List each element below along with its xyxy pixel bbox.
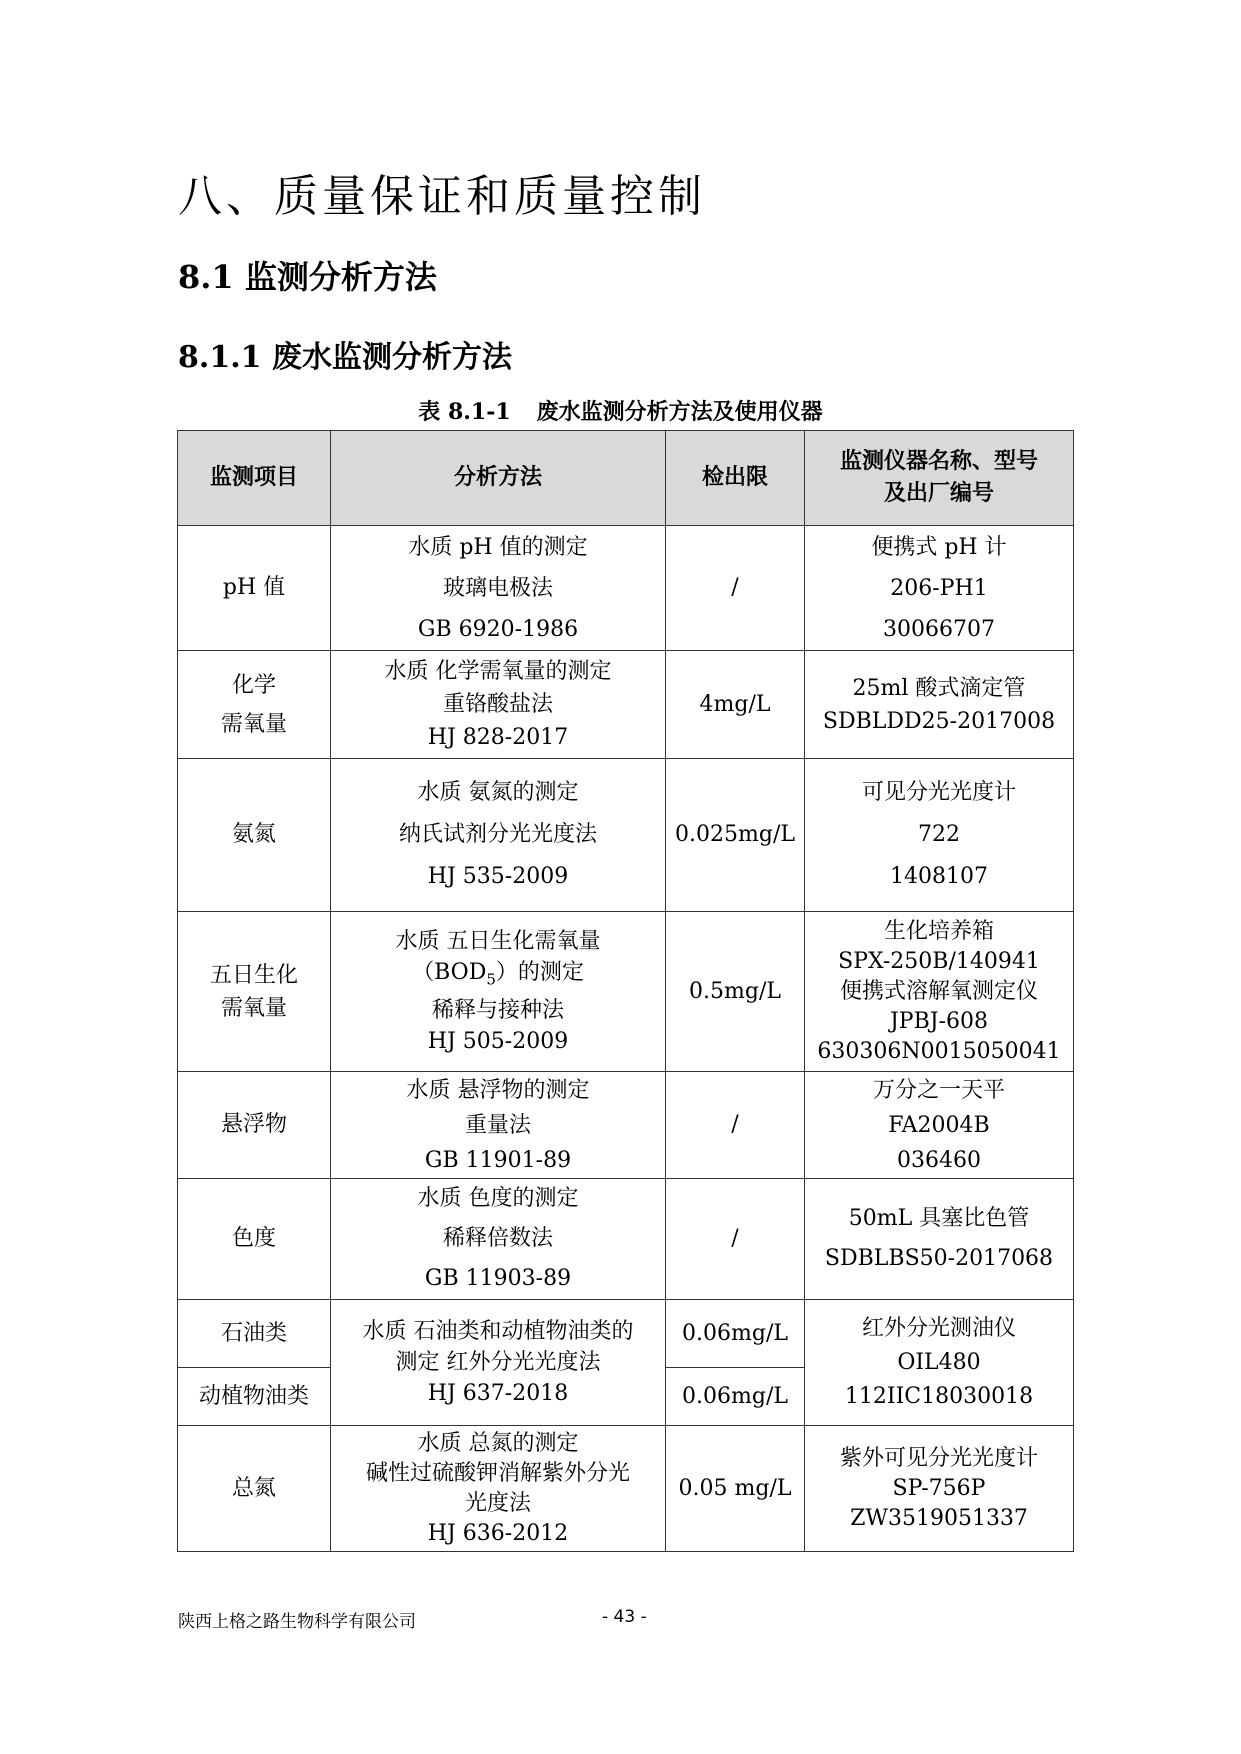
header-method: 分析方法 — [331, 431, 666, 526]
cell-limit: 0.05 mg/L — [666, 1426, 805, 1552]
cell-line: 112IIC18030018 — [844, 1383, 1034, 1409]
cell-line: 万分之一天平 — [872, 1077, 1005, 1103]
cell-instrument — [805, 651, 1074, 759]
cell-line: HJ 505-2009 — [427, 1029, 569, 1055]
cell-line: 测定 红外分光光度法 — [395, 1350, 601, 1375]
cell-line: 需氧量 — [220, 711, 287, 737]
cell-line: 氨氮 — [231, 822, 276, 848]
cell-line: 色度 — [231, 1226, 276, 1252]
cell-line: 纳氏试剂分光光度法 — [398, 822, 597, 847]
cell-limit: / — [666, 526, 805, 651]
cell-line: HJ 636-2012 — [427, 1520, 569, 1546]
cell-line: 水质 悬浮物的测定 — [406, 1077, 590, 1103]
cell-item — [178, 651, 331, 759]
cell-line: 便携式 pH 计 — [871, 534, 1007, 560]
table-row — [178, 1072, 1074, 1179]
cell-item — [178, 759, 331, 912]
cell-line: 玻璃电极法 — [442, 575, 553, 601]
table-row — [178, 1179, 1074, 1300]
cell-line: HJ 637-2018 — [427, 1381, 569, 1406]
cell-line: SPX-250B/140941 — [838, 948, 1040, 974]
cell-line: 水质 化学需氧量的测定 — [384, 659, 612, 684]
cell-limit: 4mg/L — [666, 651, 805, 759]
cell-limit: / — [666, 1072, 805, 1179]
footer-divider — [178, 1598, 1073, 1599]
cell-limit: / — [666, 1179, 805, 1300]
cell-line: 水质 五日生化需氧量 — [395, 928, 601, 954]
table-caption — [0, 395, 1241, 426]
cell-item: 石油类 — [178, 1300, 331, 1368]
cell-line: 重铬酸盐法 — [442, 692, 553, 717]
cell-item — [178, 526, 331, 651]
header-instrument — [805, 431, 1074, 526]
cell-method — [331, 1300, 666, 1426]
cell-method — [331, 1426, 666, 1552]
cell-instrument — [805, 912, 1074, 1072]
cell-line: 30066707 — [883, 616, 995, 642]
cell-line: 化学 — [231, 672, 276, 698]
cell-line: 1408107 — [890, 864, 988, 889]
cell-line: 重量法 — [464, 1112, 531, 1138]
cell-limit: 0.06mg/L — [666, 1300, 805, 1368]
table-header-row — [178, 431, 1074, 526]
cell-line: SDBLDD25-2017008 — [822, 708, 1056, 734]
cell-line: ZW3519051337 — [850, 1505, 1028, 1531]
cell-item: 动植物油类 — [178, 1368, 331, 1426]
header-limit: 检出限 — [666, 431, 805, 526]
bod-text: ）的测定 — [495, 959, 584, 985]
cell-line: pH 值 — [222, 575, 286, 601]
cell-instrument — [805, 759, 1074, 912]
cell-line: 便携式溶解氧测定仪 — [839, 978, 1038, 1004]
cell-line: 036460 — [897, 1147, 981, 1173]
cell-line: 630306N0015050041 — [817, 1038, 1061, 1064]
cell-line: JPBJ-608 — [889, 1008, 989, 1034]
chapter-heading: 八、质量保证和质量控制 — [178, 171, 706, 222]
cell-instrument — [805, 1072, 1074, 1179]
table-caption-number: 表 8.1-1 — [418, 399, 511, 425]
table-row — [178, 1300, 1074, 1368]
footer-company: 陕西上格之路生物科学有限公司 — [178, 1612, 416, 1632]
cell-method — [331, 1179, 666, 1300]
header-instrument-line: 及出厂编号 — [883, 480, 994, 506]
cell-method — [331, 526, 666, 651]
cell-line: FA2004B — [888, 1112, 990, 1138]
cell-line: GB 11903-89 — [424, 1266, 572, 1291]
cell-line: 水质 总氮的测定 — [417, 1430, 579, 1456]
cell-line: 25ml 酸式滴定管 — [852, 675, 1026, 701]
cell-item — [178, 912, 331, 1072]
cell-line: 紫外可见分光光度计 — [839, 1445, 1038, 1471]
cell-line: 水质 石油类和动植物油类的 — [362, 1319, 634, 1344]
cell-line: GB 11901-89 — [424, 1147, 572, 1173]
cell-line: 稀释倍数法 — [442, 1226, 553, 1251]
table-row — [178, 651, 1074, 759]
cell-line: 五日生化 — [209, 962, 298, 988]
cell-line: 可见分光光度计 — [861, 780, 1016, 805]
cell-line: 碱性过硫酸钾消解紫外分光 — [365, 1460, 630, 1486]
cell-method — [331, 759, 666, 912]
cell-limit: 0.5mg/L — [666, 912, 805, 1072]
cell-line: 需氧量 — [220, 995, 287, 1021]
cell-line: 悬浮物 — [220, 1112, 287, 1138]
cell-line: 水质 色度的测定 — [417, 1186, 579, 1211]
cell-line: HJ 535-2009 — [427, 864, 569, 889]
cell-instrument — [805, 1426, 1074, 1552]
cell-instrument — [805, 526, 1074, 651]
cell-line: 722 — [918, 822, 960, 847]
cell-line: HJ 828-2017 — [427, 725, 569, 750]
header-instrument-line: 监测仪器名称、型号 — [839, 448, 1038, 475]
table-row — [178, 1426, 1074, 1552]
cell-method — [331, 912, 666, 1072]
cell-method — [331, 651, 666, 759]
cell-item — [178, 1426, 331, 1552]
cell-item — [178, 1072, 331, 1179]
cell-line: 光度法 — [464, 1490, 531, 1516]
section-heading: 8.1 监测分析方法 — [178, 258, 437, 296]
cell-line — [335, 957, 661, 995]
bod-subscript: 5 — [486, 970, 496, 989]
cell-line: SDBLBS50-2017068 — [824, 1246, 1054, 1271]
cell-method — [331, 1072, 666, 1179]
cell-line: GB 6920-1986 — [417, 616, 579, 642]
cell-instrument — [805, 1300, 1074, 1426]
subsection-heading: 8.1.1 废水监测分析方法 — [178, 340, 512, 375]
cell-line: SP-756P — [892, 1475, 986, 1501]
table-row — [178, 912, 1074, 1072]
cell-line: OIL480 — [897, 1349, 981, 1375]
bod-text: （BOD — [412, 959, 487, 985]
cell-line: 206-PH1 — [890, 575, 988, 601]
cell-limit: 0.025mg/L — [666, 759, 805, 912]
cell-line: 稀释与接种法 — [431, 998, 564, 1024]
cell-instrument — [805, 1179, 1074, 1300]
cell-item — [178, 1179, 331, 1300]
table-row — [178, 526, 1074, 651]
cell-line: 生化培养箱 — [883, 918, 994, 944]
cell-line: 水质 氨氮的测定 — [417, 780, 579, 805]
table-row — [178, 759, 1074, 912]
cell-line: 50mL 具塞比色管 — [848, 1206, 1030, 1231]
cell-line: 红外分光测油仪 — [861, 1315, 1016, 1341]
table-caption-title: 废水监测分析方法及使用仪器 — [536, 399, 823, 425]
header-item: 监测项目 — [178, 431, 331, 526]
cell-line: 水质 pH 值的测定 — [408, 534, 588, 560]
cell-limit: 0.06mg/L — [666, 1368, 805, 1426]
cell-line: 总氮 — [231, 1475, 276, 1501]
monitoring-methods-table — [177, 430, 1074, 1552]
page-number: - 43 - — [602, 1607, 647, 1627]
